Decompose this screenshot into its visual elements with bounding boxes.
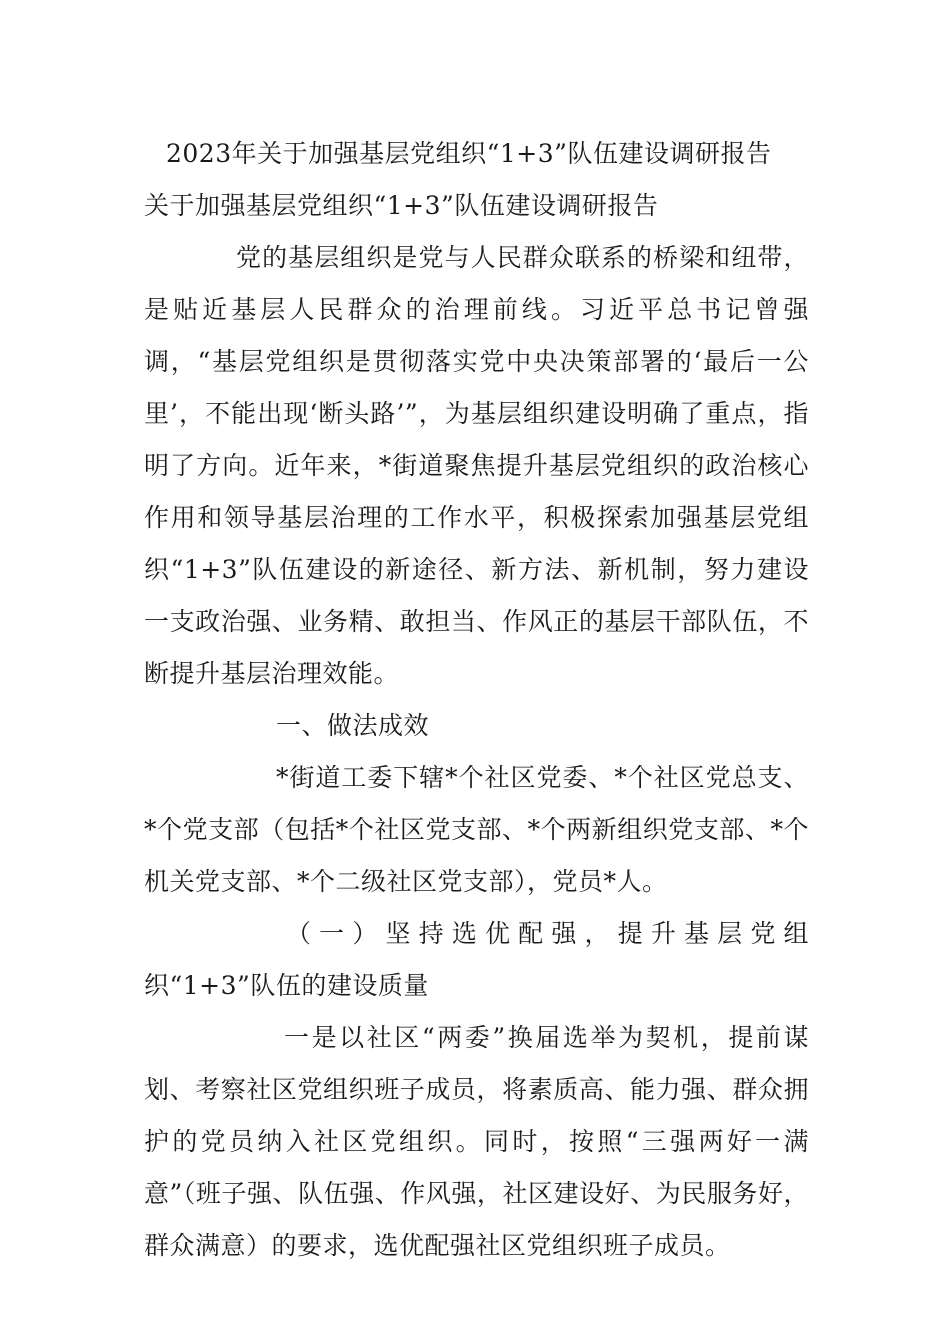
subsection-paragraph: 一是以社区“两委”换届选举为契机，提前谋划、考察社区党组织班子成员，将素质高、能力强、群众拥护的党员纳入社区党组织。同时，按照“三强两好一满意”（班子强、队伍强、作风强，社区建设好、为民服务好，群众满意）的要求，选优配强社区党组织班子成员。 [144,1023,809,1260]
section-paragraph: *街道工委下辖*个社区党委、*个社区党总支、*个党支部（包括*个社区党支部、*个两新组织党支部、*个机关党支部、*个二级社区党支部），党员*人。 [144,763,809,896]
subsection-heading: （一）坚持选优配强，提升基层党组织“1+3”队伍的建设质量 [144,919,809,1000]
intro-paragraph: 党的基层组织是党与人民群众联系的桥梁和纽带，是贴近基层人民群众的治理前线。习近平总书记曾强调，“基层党组织是贯彻落实党中央决策部署的‘最后一公里’，不能出现‘断头路’”，为基层组织建设明确了重点，指明了方向。近年来，*街道聚焦提升基层党组织的政治核心作用和领导基层治理的工作水平，积极探索加强基层党组织“1+3”队伍建设的新途径、新方法、新机制，努力建设一支政治强、业务精、敢担当、作风正的基层干部队伍，不断提升基层治理效能。 [144,243,809,688]
document-body [144,128,809,1272]
section-heading: 一、做法成效 [276,711,430,740]
document-title: 2023年关于加强基层党组织“1+3”队伍建设调研报告 [166,139,772,168]
document-subtitle: 关于加强基层党组织“1+3”队伍建设调研报告 [144,191,659,220]
